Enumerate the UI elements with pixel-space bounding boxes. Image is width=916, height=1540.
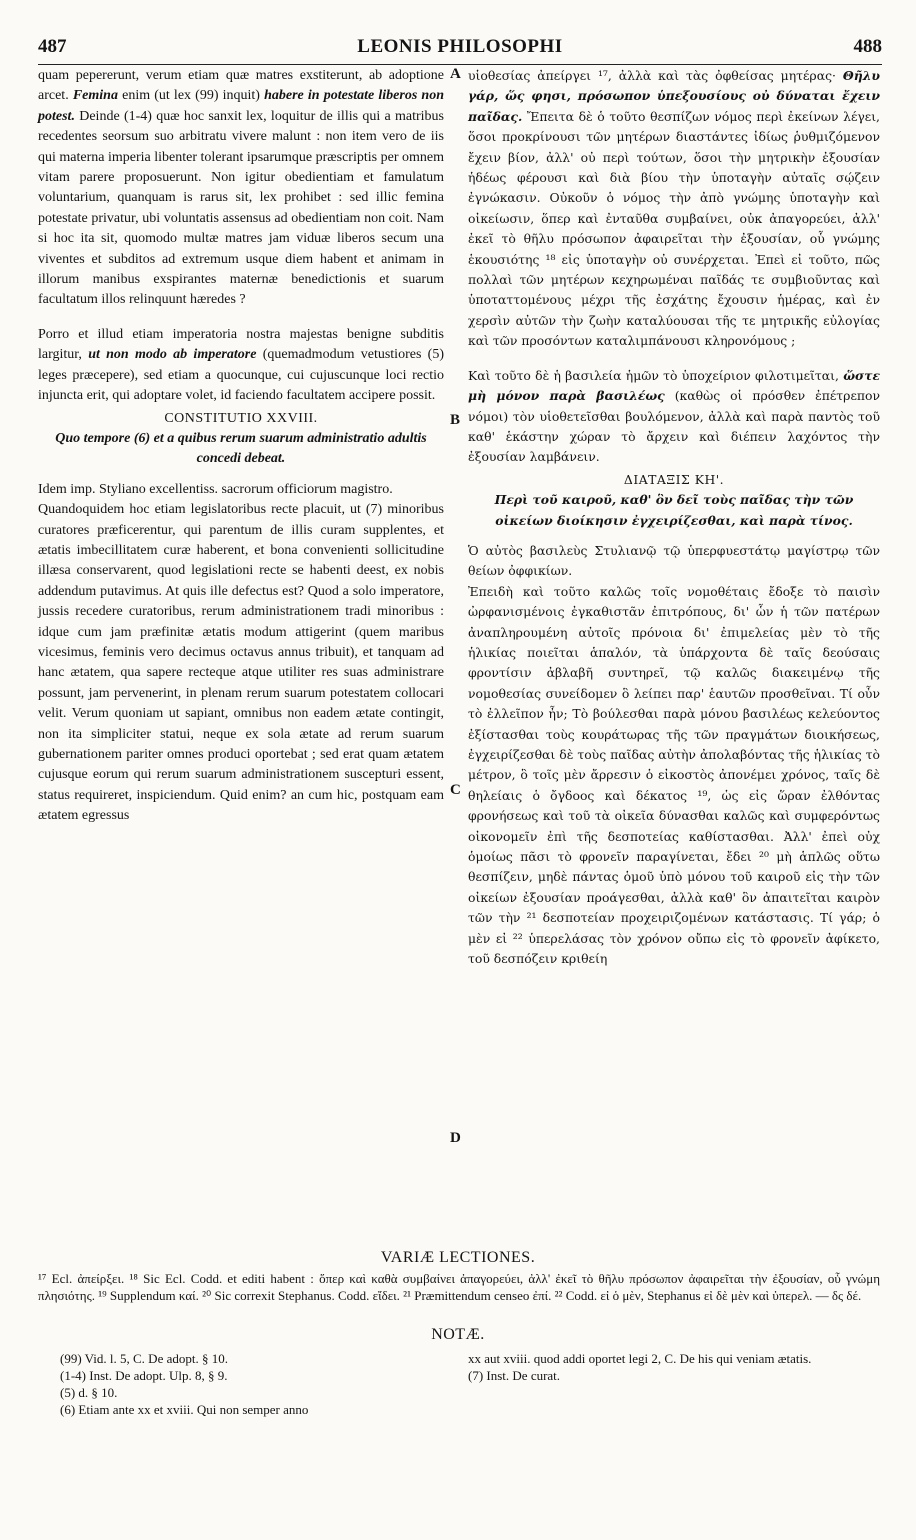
latin-text: enim (ut lex (99) inquit) <box>122 88 260 104</box>
greek-text: (καθὼς οἱ πρόσθεν ἐπέτρεπον νόμοι) τὸν υἱοθετεῖσθαι βουλόμενον, ἀλλὰ καὶ παρὰ παντὸς τοῦ καθ' ἑκάστην χώραν τὸ ἄρχειν καὶ διέπειν λαχόντος τὴν ἐξουσίαν λαμβάνειν. <box>468 388 880 465</box>
latin-italic-text: ut non modo ab imperatore <box>88 347 257 363</box>
page-title: LEONIS PHILOSOPHI <box>357 36 563 57</box>
page-number-left: 487 <box>38 36 67 57</box>
note-item: xx aut xviii. quod addi oportet legi 2, C. De his qui veniam ætatis. <box>468 1351 812 1366</box>
greek-paragraph-2 <box>468 366 880 468</box>
margin-marker-d: D <box>450 1130 461 1146</box>
latin-column <box>38 66 444 827</box>
greek-constitution-subheading: Περὶ τοῦ καιροῦ, καθ' ὃν δεῖ τοὺς παῖδας τὴν τῶν οἰκείων διοίκησιν ἐγχειρίζεσθαι, καὶ παρὰ τίνος. <box>494 492 854 528</box>
notes-right-column <box>468 1350 880 1384</box>
margin-marker-a: A <box>450 66 461 82</box>
latin-paragraph-2 <box>38 325 444 407</box>
latin-constitution-heading: CONSTITUTIO XXVIII. <box>164 410 318 426</box>
greek-constitution-heading: ΔΙΑΤΑΞΙΣ ΚΗ'. <box>623 471 725 487</box>
latin-paragraph-4: Quandoquidem hoc etiam legislatoribus recte placuit, ut (7) minoribus curatores præficerentur, qui parentum de illis curam supplentes, et ætatis imbecillitatem curæ haberent, et bona convenienti sollicitudine illæsa conservarent, quod legislationi recte se habenti deest, ex nobis addendum putavimus. At quis ille defectus est? Quod a solo imperatore, jussis recedere curatoribus, rerum administrationem tradi minoribus : idque cum jam præfinitæ ætatis modum attigerint (quem maribus vicesimus, feminis vero decimus octavus annus tribuit), et tanquam ad hanc ætatem, qua sapere recteque atque utiliter res suas administrare possunt, jam pervenerint, in plenam rerum suarum potestatem collocari velit. Verum quoniam ut sapiant, omnibus non eadem ætate contingit, non ita simpliciter statui, neque ex sola ætate ad rerum suarum gubernationem pariter omnes produci oportebat ; sed erat quam ætatem cujusque eorum qui rerum suarum administrationem suscepturi essent, status requireret, inspiciendum. Quid enim? an cum hic, postquam eam ætatem egressus <box>38 502 444 824</box>
latin-text: Porro et illud etiam imperatoria nostra majestas benigne subditis largitur, <box>38 326 444 363</box>
note-item: (1-4) Inst. De adopt. Ulp. 8, § 9. <box>60 1368 228 1383</box>
greek-text: υἱοθεσίας ἀπείργει ¹⁷, ἀλλὰ καὶ τὰς ὀφθείσας μητέρας· <box>468 68 836 83</box>
greek-address: Ὁ αὐτὸς βασιλεὺς Στυλιανῷ τῷ ὑπερφυεστάτῳ μαγίστρῳ τῶν θείων ὀφφικίων. <box>468 542 880 579</box>
running-header <box>38 36 882 65</box>
notes-left-column <box>60 1350 450 1418</box>
greek-paragraph-1 <box>468 66 880 352</box>
margin-marker-b: B <box>450 412 461 428</box>
note-item: (5) d. § 10. <box>60 1385 118 1400</box>
latin-address: Idem imp. Styliano excellentiss. sacrorum officiorum magistro. <box>38 481 393 497</box>
greek-italic-text: ὥστε μὴ μόνον παρὰ βασιλέως <box>468 367 880 404</box>
greek-text: Καὶ τοῦτο δὲ ἡ βασιλεία ἡμῶν τὸ ὑποχείριον φιλοτιμεῖται, <box>468 367 839 383</box>
note-item: (7) Inst. De curat. <box>468 1368 561 1383</box>
latin-text: (quemadmodum vetustiores (5) leges præcepere), sed etiam a quocunque, cui cujuscunque loci rectio injuncta erit, qui adoptare volet, id faciendo facultatem accipere possit. <box>38 347 444 404</box>
latin-constitution-subheading: Quo tempore (6) et a quibus rerum suarum administratio adultis concedi debeat. <box>55 430 427 467</box>
note-item: (6) Etiam ante xx et xviii. Qui non semper anno <box>60 1402 309 1417</box>
greek-text: Ἔπειτα δὲ ὁ τοῦτο θεσπίζων νόμος περὶ ἐκείνων λέγει, ὅσοι προκρίνουσι τῶν μητέρων διαστάντες ἰδίως ῥυθμιζόμενον ἔχειν βίον, ἀλλ' οὐ περὶ τούτων, ὅσοι τὴν μητρικὴν ἐξουσίαν ἡδέως φέρουσι καὶ διὰ βίου τὴν ὑποταγὴν αὐταῖς σῴζειν ἐγνώκασιν. Οὐκοῦν ὁ νόμος τὴν ἀπὸ γνώμης ὑποταγὴν καὶ οἰκείωσιν, ὅπερ καὶ ἐνταῦθα συμβαίνει, οὐκ ἀπαγορεύει, ἀλλ' ἐκεῖ τὸ θῆλυ πρόσωπον ἀφαιρεῖται τὴν ἐξουσίαν, οὗ γνώμης ἑκουσιότης ¹⁸ εἰς ὑποταγὴν οὐ συνέρχεται. Ἐπεὶ εἰ τοῦτο, πῶς πολλαὶ τῶν μητέρων κεχηρωμέναι παῖδάς τε συμβιοῦντας καὶ ὑποταττομένους μέχρι τῆς ἐσχάτης ἔχουσιν ἡμέρας, καὶ ἐν χερσὶν αὐτῶν τὴν ζωὴν καταλύουσαι τῆς τε μητρικῆς εὐλογίας καὶ τῶν προσόντων καταλιμπάνουσι κληρονόμους ; <box>468 108 880 349</box>
page-number-right: 488 <box>853 36 882 57</box>
greek-italic-text: Θῆλυ γάρ, ὥς φησι, πρόσωπον ὑπεξουσίους οὐ δύναται ἔχειν παῖδας. <box>468 68 880 124</box>
latin-paragraph-1 <box>38 66 444 311</box>
note-item: (99) Vid. l. 5, C. De adopt. § 10. <box>60 1351 228 1366</box>
latin-italic-text: Femina <box>72 88 118 104</box>
greek-paragraph-4: Ἐπειδὴ καὶ τοῦτο καλῶς τοῖς νομοθέταις ἔδοξε τὸ παισὶν ὠρφανισμένοις ἐγκαθιστᾶν ἐπιτρόπους, δι' ὧν ἡ τῶν πατέρων ἀναπληρουμένη αὐτοῖς πρόνοια δι' ἐπιμελείας μὲν τὸ τῆς ἡλικίας ποιεῖται ἁπαλόν, τὰ ὑπάρχοντα δὲ ταῖς δεούσαις φροντίσιν ἀβλαβῆ συντηρεῖ, τῷ καλῶς διακειμένῳ τῆς νομοθεσίας συνείδομεν ὃ λείπει παρ' ἑαυτῶν προσθεῖναι. Τί οὖν τὸ ἐλλεῖπον ἦν; Τὸ βούλεσθαι παρὰ μόνου βασιλέως κελεύοντος ἐξίστασθαι τοὺς κουράτωρας τῆς τῶν πραγμάτων διοικήσεως, ἐγχειρίζεσθαι δὲ τοὺς παῖδας αὐτὴν ἀπολαβόντας τῆς ἡλικίας τὸ μέτρον, ὃ τοῖς μὲν ἄρρεσιν ὁ εἰκοστὸς ἀπονέμει χρόνος, ταῖς δὲ θηλείαις ὁ ὄγδοος καὶ δέκατος ¹⁹, ὡς εἰς ὥραν ἐλθόντας φρονήσεως καὶ τοῦ τὰ οἰκεῖα δύνασθαι καλῶς καὶ συμφερόντως οἰκονομεῖν ἐπὶ τῆς δεσποτείας καθίστασθαι. Ἀλλ' ἐπεὶ οὐχ ὁμοίως πᾶσι τὸ φρονεῖν παραγίνεται, ἔδει ²⁰ μὴ ἁπλῶς οὕτω θεσπίζειν, μηδὲ πάντας ὁμοῦ ὑπὸ μόνου τοῦ καιροῦ εἰς τὴν τῶν οἰκείων ἐξουσίαν προάγεσθαι, ἀλλὰ καθ' ὃν ἀπαιτεῖται καιρὸν τῶν τὴν ²¹ δεσποτείαν προχειριζομένων κατάστασις. Τί γάρ; ὁ μὲν εἰ ²² ὑπερελάσας τὸν χρόνον οὔπω εἰς τὸ φρονεῖν ἀφίκετο, τοῦ δεσπόζειν κριθείη <box>468 583 880 967</box>
margin-marker-c: C <box>450 782 461 798</box>
latin-text: quam pepererunt, verum etiam quæ matres exstiterunt, ab adoptione arcet. <box>38 68 444 104</box>
latin-italic-text: habere in potestate liberos non potest. <box>38 88 444 124</box>
variae-lectiones-heading: VARIÆ LECTIONES. <box>380 1249 536 1266</box>
variae-lectiones-text: ¹⁷ Ecl. ἀπείρξει. ¹⁸ Sic Ecl. Codd. et editi habent : ὅπερ καὶ καθὰ συμβαίνει ἀπαγορεύει, ἀλλ' ἐκεῖ τὸ θῆλυ πρόσωπον ἀφαιρεῖται τὴν ἐξουσίαν, οὗ γνώμη πλησιότης. ¹⁹ Supplendum καί. ²⁰ Sic correxit Stephanus. Codd. εἴδει. ²¹ Præmittendum censeo ἐπί. ²² Codd. εἰ ὁ μὲν, Stephanus εἰ δὲ μὲν καὶ ὑπερελ. — δς δέ. <box>38 1271 880 1303</box>
latin-text: Deinde (1-4) quæ hoc sanxit lex, loquitur de illis qui a matribus recedentes seorsum suo arbitratu vivere malunt : non item vero de iis qui materna imperia libenter tolerant ipsarumque præscriptis per omnem vitam parere proposuerunt. Non igitur obedientiam et famulatum voluntarium, quanquam is rarus sit, lex prohibet : sed illic femina potestate privatur, ubi voluntatis assensus ad obedientiam non coit. Nam si hoc ita sit, quomodo multæ matres jam viduæ liberos secum una viventes et subditos ad extremum usque diem habent et animam in illorum manibus exspirantes maternæ benedictionis et suarum facultatum illos relinquunt hæredes ? <box>38 108 444 308</box>
notae-heading: NOTÆ. <box>431 1326 485 1343</box>
greek-column <box>468 66 880 969</box>
